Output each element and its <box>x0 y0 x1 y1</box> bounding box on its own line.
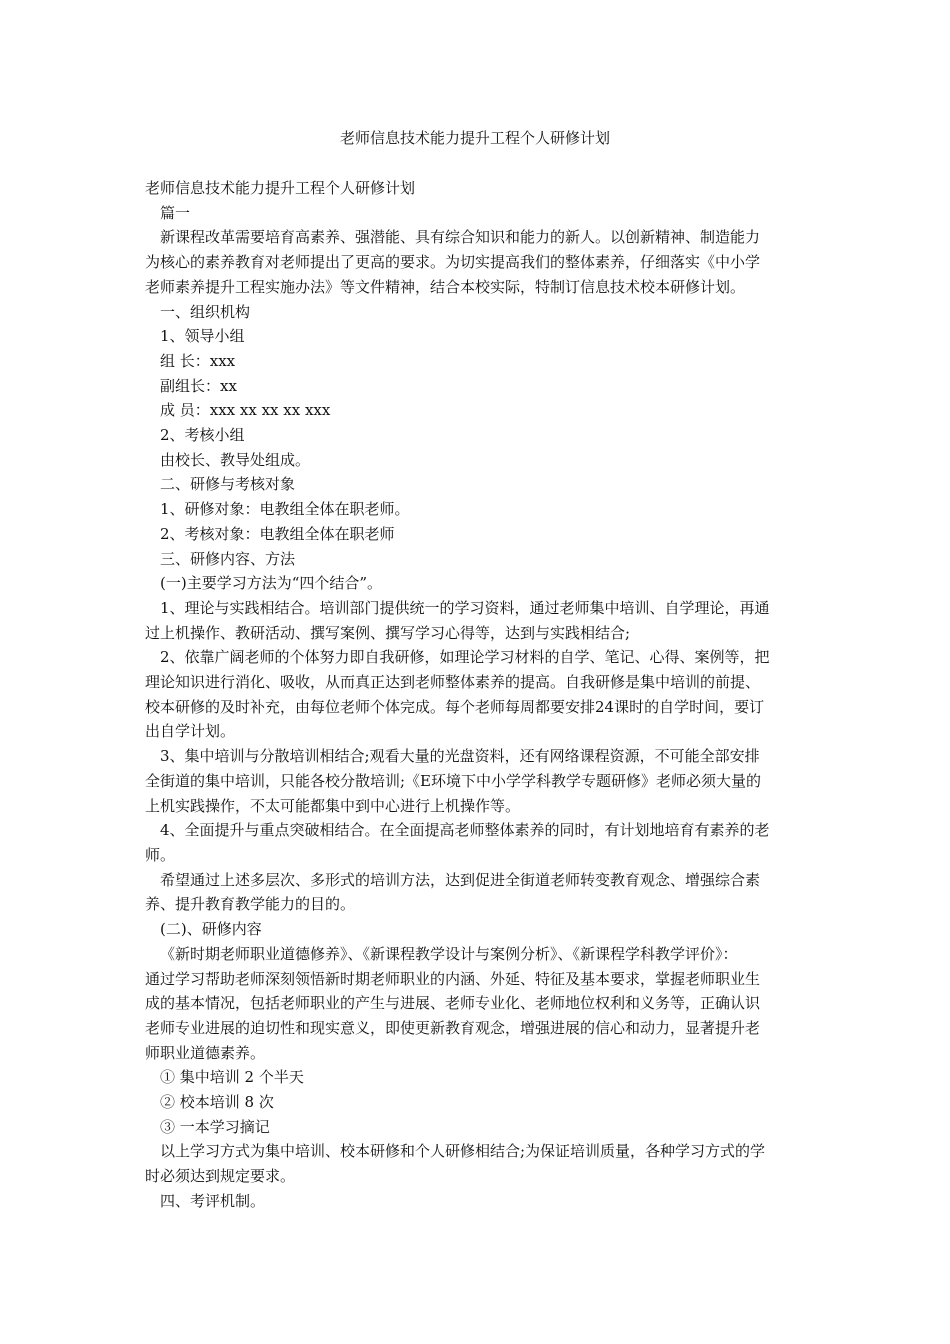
text-line: 成的基本情况，包括老师职业的产生与进展、老师专业化、老师地位权利和义务等，正确认识 <box>145 994 761 1013</box>
text-line: 过上机操作、教研活动、撰写案例、撰写学习心得等，达到与实践相结合; <box>145 623 631 642</box>
text-line: 副组长：xx <box>160 376 237 395</box>
text-line: 1、领导小组 <box>160 327 245 346</box>
text-line: 师。 <box>145 845 176 864</box>
text-line: 通过学习帮助老师深刻领悟新时期老师职业的内涵、外延、特征及基本要求，掌握老师职业生 <box>145 969 761 988</box>
text-line: 2、考核对象：电教组全体在职老师 <box>160 524 395 543</box>
text-line: 上机实践操作，不太可能都集中到中心进行上机操作等。 <box>145 796 521 815</box>
text-line: 篇一 <box>160 203 191 222</box>
text-line: 希望通过上述多层次、多形式的培训方法，达到促进全街道老师转变教育观念、增强综合素 <box>160 870 761 889</box>
text-line: ② 校本培训 8 次 <box>160 1093 274 1112</box>
text-line: 理论知识进行消化、吸收，从而真正达到老师整体素养的提高。自我研修是集中培训的前提、 <box>145 673 761 692</box>
text-line: 师职业道德素养。 <box>145 1043 266 1062</box>
text-line: 二、研修与考核对象 <box>160 475 296 494</box>
text-line: (一)主要学习方法为“四个结合”。 <box>160 574 383 593</box>
document-body <box>145 176 805 1214</box>
text-line: (二)、研修内容 <box>160 920 262 939</box>
text-line: 时必须达到规定要求。 <box>145 1167 296 1186</box>
text-line: 4、全面提升与重点突破相结合。在全面提高老师整体素养的同时，有计划地培育有素养的老 <box>160 821 770 840</box>
text-line: 1、研修对象：电教组全体在职老师。 <box>160 500 410 519</box>
text-line: 校本研修的及时补充，由每位老师个体完成。每个老师每周都要安排24课时的自学时间，要订 <box>145 697 765 716</box>
text-line: ① 集中培训 2 个半天 <box>160 1068 304 1087</box>
text-line: 老师专业进展的迫切性和现实意义，即使更新教育观念，增强进展的信心和动力，显著提升老 <box>145 1018 761 1037</box>
text-line: 2、依靠广阔老师的个体努力即自我研修，如理论学习材料的自学、笔记、心得、案例等，把 <box>160 648 770 667</box>
document-title: 老师信息技术能力提升工程个人研修计划 <box>339 129 610 147</box>
text-line: 养、提升教育教学能力的目的。 <box>145 895 356 914</box>
text-line: 3、集中培训与分散培训相结合;观看大量的光盘资料，还有网络课程资源，不可能全部安排 <box>160 747 760 766</box>
text-line: 四、考评机制。 <box>160 1191 266 1210</box>
text-line: 由校长、教导处组成。 <box>160 450 311 469</box>
text-line: 1、理论与实践相结合。培训部门提供统一的学习资料，通过老师集中培训、自学理论，再通 <box>160 598 770 617</box>
text-line: 成 员：xxx xx xx xx xxx <box>160 401 331 420</box>
text-line: 组 长：xxx <box>160 351 236 370</box>
text-line: 以上学习方式为集中培训、校本研修和个人研修相结合;为保证培训质量，各种学习方式的学 <box>160 1142 766 1161</box>
text-line: 一、组织机构 <box>160 302 251 321</box>
text-line: 老师素养提升工程实施办法》等文件精神，结合本校实际，特制订信息技术校本研修计划。 <box>145 277 746 296</box>
text-line: 出自学计划。 <box>145 722 236 741</box>
text-line: 2、考核小组 <box>160 426 245 445</box>
document-heading: 老师信息技术能力提升工程个人研修计划 <box>145 179 416 197</box>
text-line: 三、研修内容、方法 <box>160 549 296 568</box>
text-line: 新课程改革需要培育高素养、强潜能、具有综合知识和能力的新人。以创新精神、制造能力 <box>160 228 761 247</box>
text-line: 为核心的素养教育对老师提出了更高的要求。为切实提高我们的整体素养，仔细落实《中小学 <box>145 253 761 272</box>
text-line: 《新时期老师职业道德修养》、《新课程教学设计与案例分析》、《新课程学科教学评价》： <box>160 944 738 963</box>
document-lines <box>145 201 805 1214</box>
text-line: 全街道的集中培训，只能各校分散培训;《E环境下中小学学科教学专题研修》老师必须大量的 <box>145 771 762 790</box>
text-line: ③ 一本学习摘记 <box>160 1117 270 1136</box>
